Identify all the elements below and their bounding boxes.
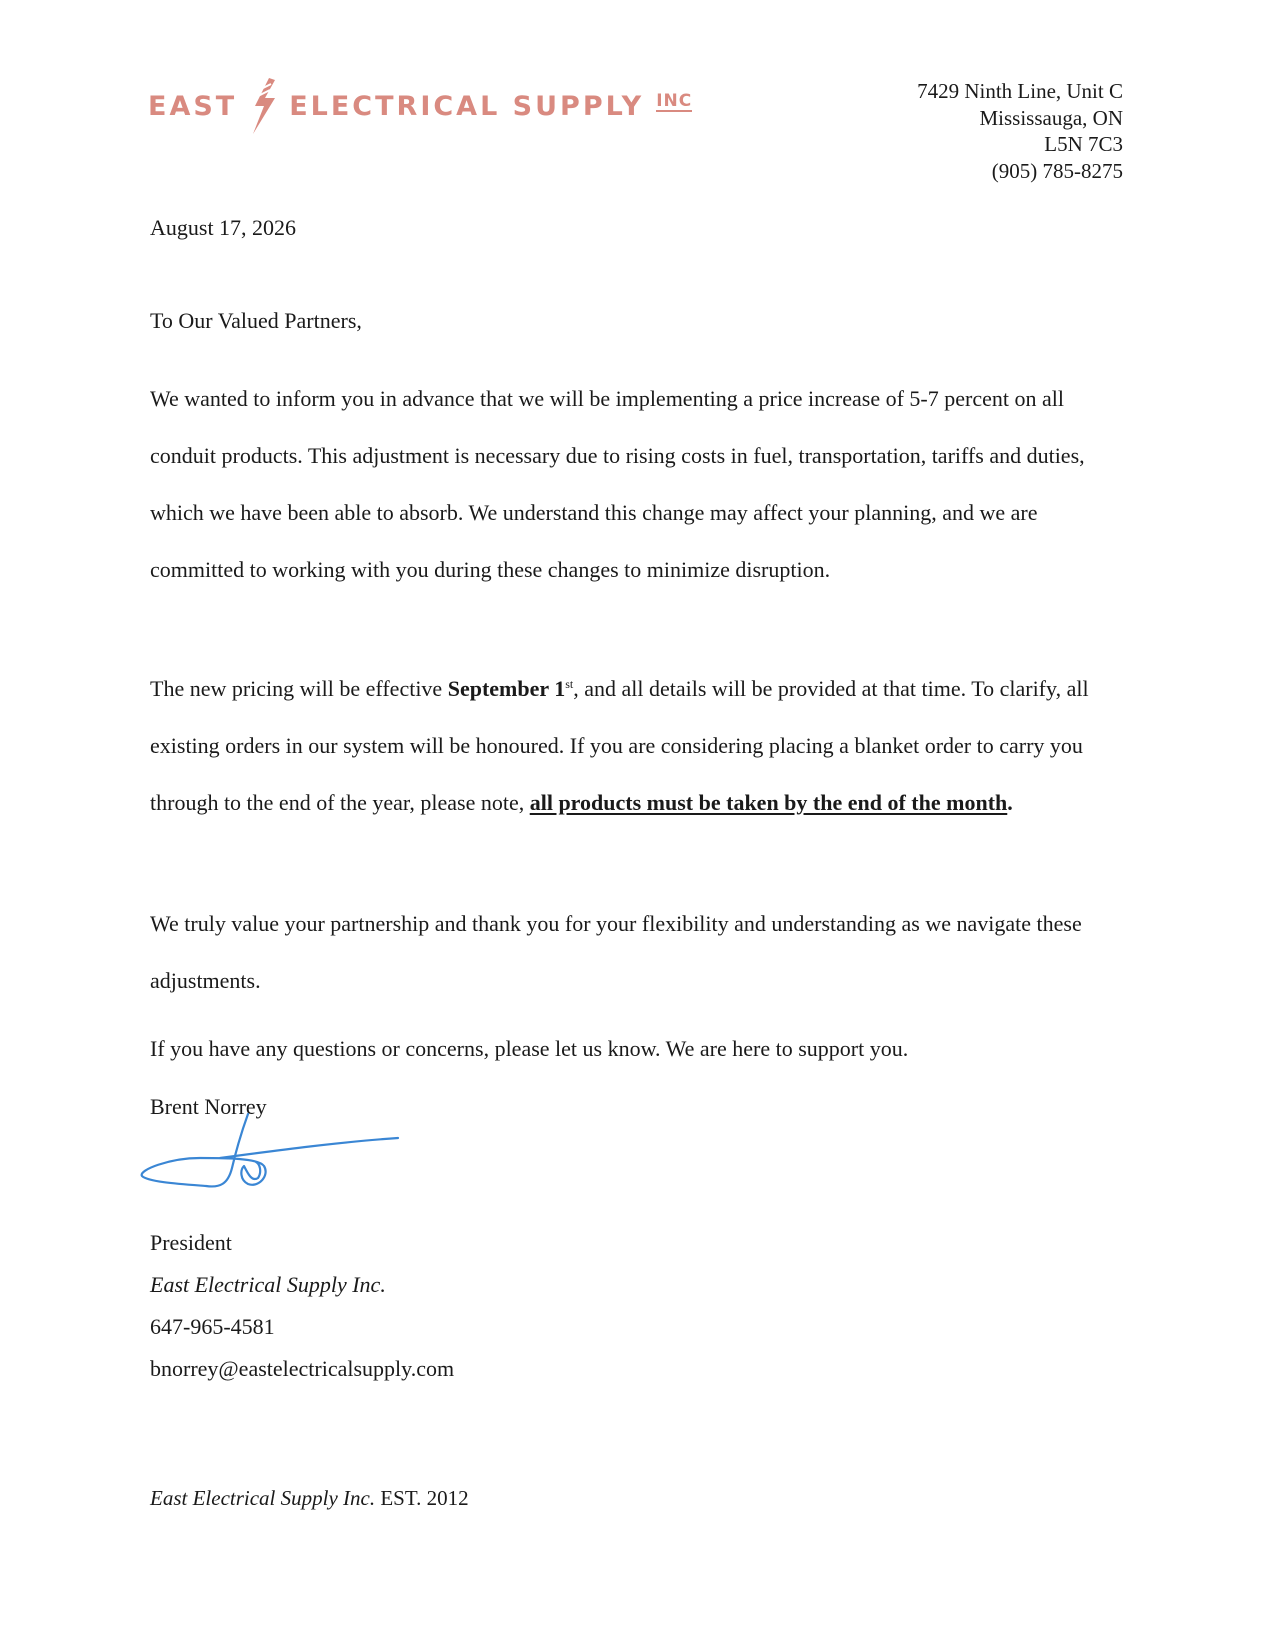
p2-emphasis-notice: all products must be taken by the end of the month (529, 790, 1008, 815)
logo-text-east: EAST (148, 90, 238, 122)
footer-company: East Electrical Supply Inc. (150, 1486, 376, 1510)
p2-end: . (1007, 790, 1013, 815)
letter-footer (150, 1486, 469, 1511)
paragraph-thanks: We truly value your partnership and thank you for your flexibility and understanding as we navigate these adjustments. (150, 911, 1082, 993)
signer-company: East Electrical Supply Inc. (150, 1272, 386, 1297)
address-city: Mississauga, ON (979, 105, 1123, 130)
logo-text-inc: INC (656, 90, 693, 111)
p2-middle: , and all details will be provided at that time. To clarify, all existing orders in our system will be honoured. If you are considering placing a blanket order to carry you through to the end of the year, please note, (150, 676, 1089, 815)
footer-established: EST. 2012 (375, 1486, 469, 1510)
signer-phone: 647-965-4581 (150, 1314, 275, 1339)
address-street: 7429 Ninth Line, Unit C (917, 79, 1123, 103)
lightning-bolt-icon (247, 76, 281, 136)
paragraph-effective-date (150, 660, 1135, 831)
effective-date: September 1st (447, 676, 574, 701)
salutation: To Our Valued Partners, (150, 308, 362, 333)
address-postal-code: L5N 7C3 (1044, 132, 1123, 156)
handwritten-signature (140, 1106, 420, 1196)
company-logo (148, 76, 692, 136)
paragraph-price-increase: We wanted to inform you in advance that we will be implementing a price increase of 5-7 percent on all conduit products. This adjustment is necessary due to rising costs in fuel, transportation, tariffs and duties, which we have been able to absorb. We understand this change may affect your planning, and we are committed to working with you during these changes to minimize disruption. (150, 386, 1085, 582)
letter-date: August 17, 2026 (150, 215, 297, 240)
logo-text-electrical-supply: ELECTRICAL SUPPLY (289, 90, 645, 122)
signer-title: President (150, 1230, 232, 1255)
signature-block (150, 1222, 454, 1390)
address-phone: (905) 785-8275 (991, 158, 1123, 183)
signer-email: bnorrey@eastelectricalsupply.com (150, 1356, 455, 1381)
p2-intro: The new pricing will be effective (150, 676, 448, 701)
signer-name: Brent Norrey (150, 1094, 267, 1119)
paragraph-contact: If you have any questions or concerns, please let us know. We are here to support you. (150, 1036, 909, 1061)
company-address (917, 78, 1123, 184)
